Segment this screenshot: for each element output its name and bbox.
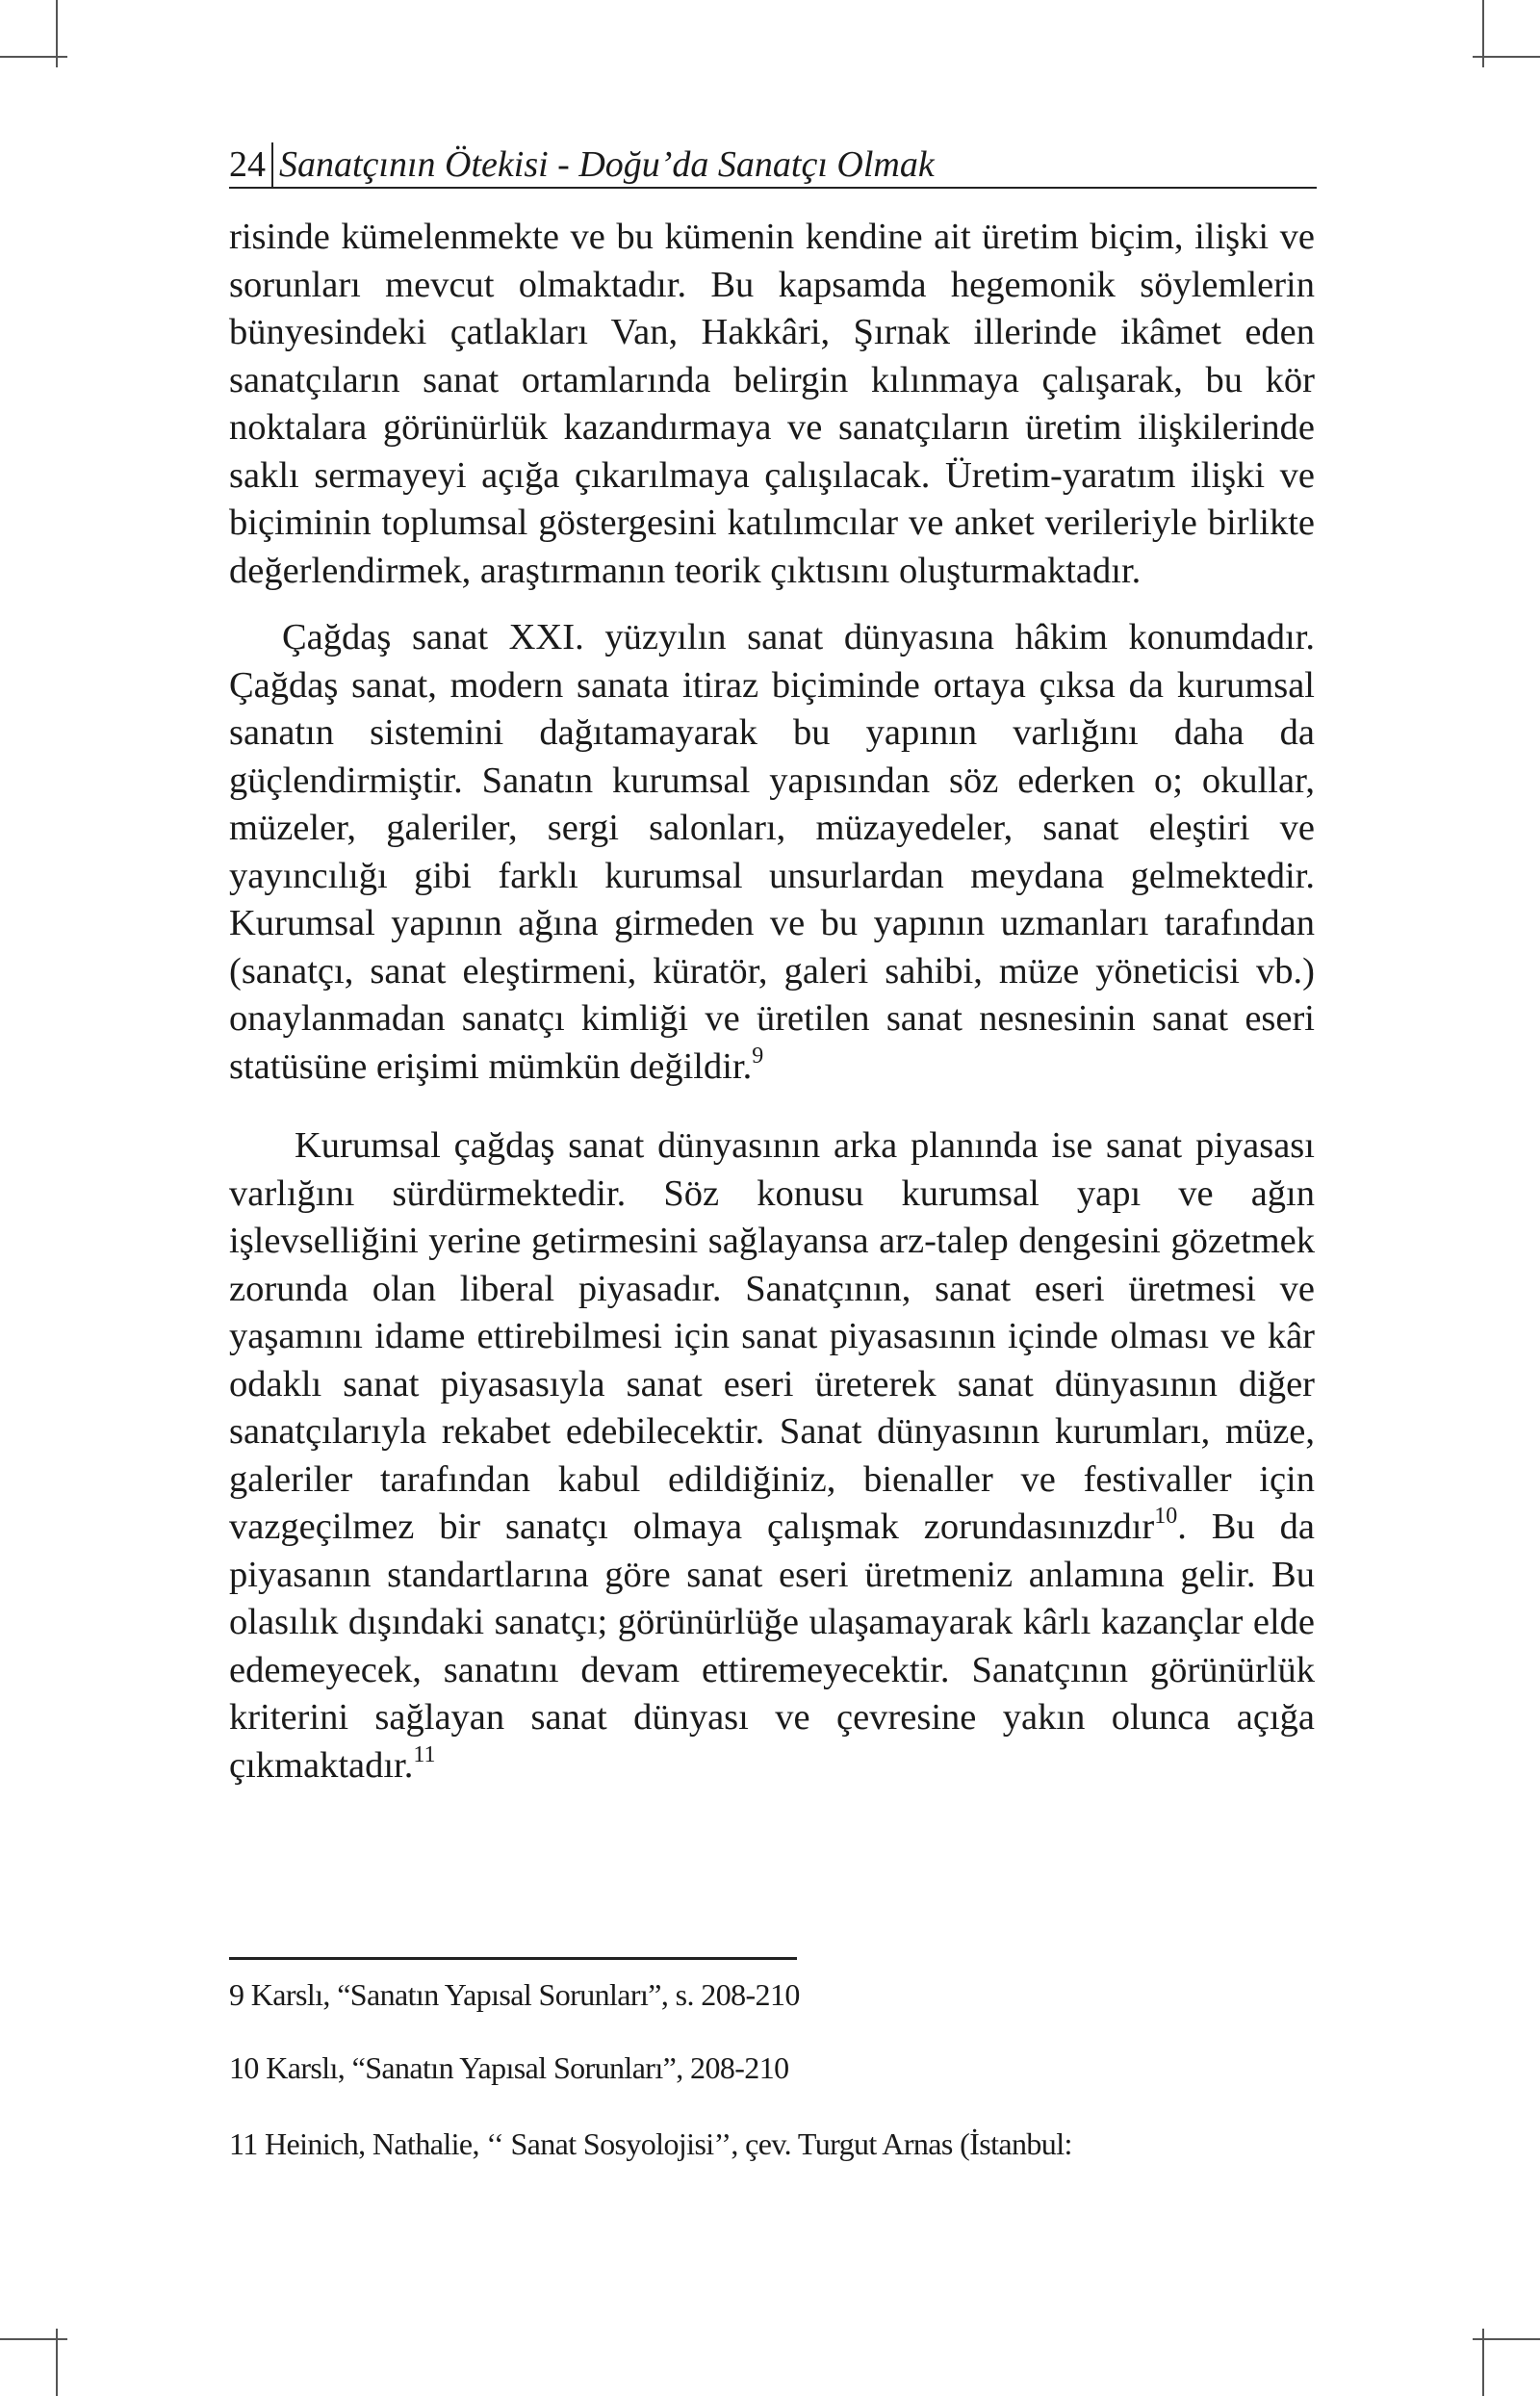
paragraph-text: . Bu da piyasanın standartlarına göre sanat eseri üretmeniz anlamına gelir. Bu olasılık dışındaki sanatçı; görünürlüğe ulaşamayarak kârlı kazançlar elde edemeyecek, sanatını devam ettiremeyecektir. Sanatçının görünürlük kriterini sağlayan sanat dünyası ve çevresine yakın olunca açığa çıkmaktadır. bbox=[229, 1507, 1315, 1786]
footnote: 9 Karslı, “Sanatın Yapısal Sorunları”, s. 208-210 bbox=[229, 1977, 800, 2012]
body-text bbox=[229, 214, 1315, 1790]
crop-mark bbox=[0, 2338, 67, 2340]
crop-mark bbox=[0, 56, 67, 58]
footnote-ref[interactable]: 9 bbox=[752, 1043, 764, 1069]
page-number: 24 bbox=[229, 142, 273, 187]
page-header bbox=[229, 142, 1317, 189]
crop-mark bbox=[1473, 56, 1540, 58]
footnote-ref[interactable]: 11 bbox=[413, 1741, 436, 1767]
paragraph-text: Kurumsal çağdaş sanat dünyasının arka planında ise sanat piyasası varlığını sürdürmektedir. Söz konusu kurumsal yapı ve ağın işlevselliğini yerine getirmesini sağlayansa arz-talep dengesini gözetmek zorunda olan liberal piyasadır. Sanatçının, sanat eseri üretmesi ve yaşamını idame ettirebilmesi için sanat piyasasının içinde olması ve kâr odaklı sanat piyasasıyla sanat eseri üreterek sanat dünyasının diğer sanatçılarıyla rekabet edebilecektir. Sanat dünyasının kurumları, müze, galeriler tarafından kabul edildiğiniz, bienaller ve festivaller için vazgeçilmez bir sanatçı olmaya çalışmak zorundasınızdır bbox=[229, 1125, 1315, 1547]
footnote-ref[interactable]: 10 bbox=[1154, 1504, 1178, 1530]
paragraph-text: risinde kümelenmekte ve bu kümenin kendine ait üretim biçim, ilişki ve sorunları mevcut olmaktadır. Bu kapsamda hegemonik söylemlerin bünyesindeki çatlakları Van, Hakkâri, Şırnak illerinde ikâmet eden sanatçıların sanat ortamlarında belirgin kılınmaya çalışarak, bu kör noktalara görünürlük kazandırmaya ve sanatçıların üretim ilişkilerinde saklı sermayeyi açığa çıkarılmaya çalışılacak. Üretim-yaratım ilişki ve biçiminin toplumsal göstergesini katılımcılar ve anket verileriyle birlikte değerlendirmek, araştırmanın teorik çıktısını oluşturmaktadır. bbox=[229, 217, 1315, 591]
paragraph-text: Çağdaş sanat XXI. yüzyılın sanat dünyasına hâkim konumdadır. Çağdaş sanat, modern sanata itiraz biçiminde ortaya çıksa da kurumsal sanatın sistemini dağıtamayarak bu yapının varlığını daha da güçlendirmiştir. Sanatın kurumsal yapısından söz ederken o; okullar, müzeler, galeriler, sergi salonları, müzayedeler, sanat eleştiri ve yayıncılığı gibi farklı kurumsal unsurlardan meydana gelmektedir. Kurumsal yapının ağına girmeden ve bu yapının uzmanları tarafından (sanatçı, sanat eleştirmeni, küratör, galeri sahibi, müze yöneticisi vb.) onaylanmadan sanatçı kimliği ve üretilen sanat nesnesinin sanat eseri statüsüne erişimi mümkün değildir. bbox=[229, 617, 1315, 1087]
paragraph bbox=[229, 614, 1315, 1091]
paragraph bbox=[229, 1122, 1315, 1790]
footnote: 11 Heinich, Nathalie, ‘‘ Sanat Sosyolojisi’’, çev. Turgut Arnas (İstanbul: bbox=[229, 2126, 1072, 2161]
paragraph bbox=[229, 214, 1315, 595]
footnote-separator bbox=[229, 1957, 797, 1960]
crop-mark bbox=[1473, 2338, 1540, 2340]
running-title: Sanatçının Ötekisi - Doğu’da Sanatçı Olmak bbox=[279, 144, 935, 185]
footnote: 10 Karslı, “Sanatın Yapısal Sorunları”, 208-210 bbox=[229, 2050, 789, 2085]
